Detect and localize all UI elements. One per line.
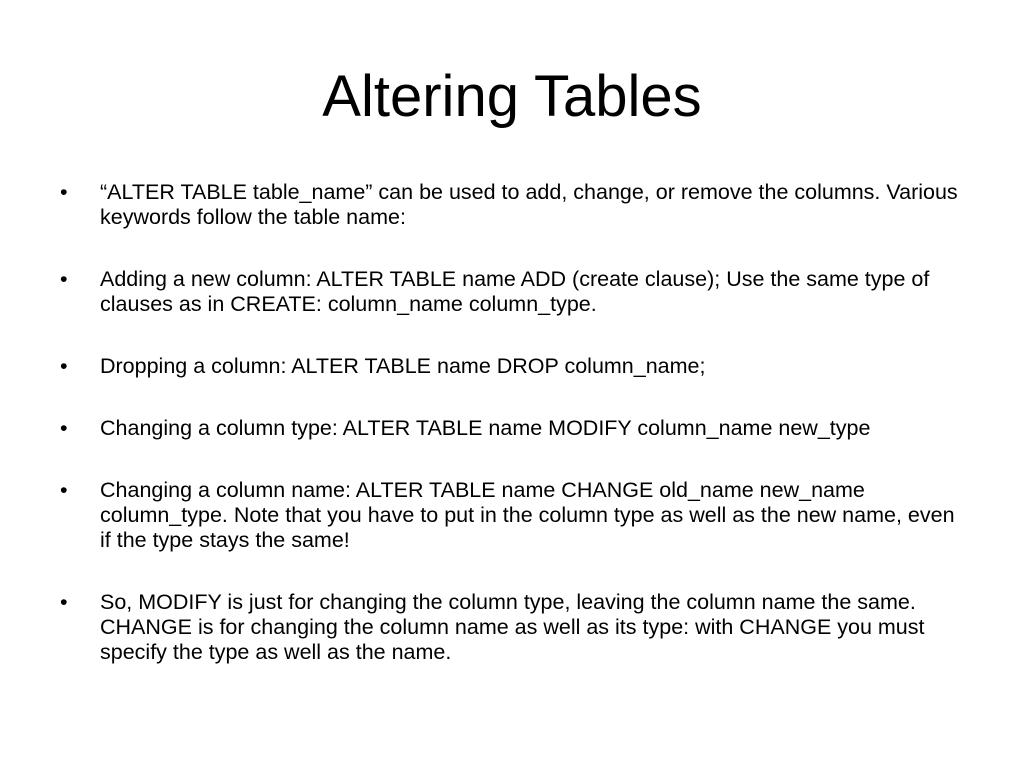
bullet-item bbox=[60, 416, 960, 441]
bullet-item bbox=[60, 478, 960, 553]
bullet-list bbox=[60, 180, 960, 665]
bullet-icon: • bbox=[60, 354, 68, 378]
bullet-item bbox=[60, 267, 960, 317]
bullet-icon: • bbox=[60, 267, 68, 291]
slide-title: Altering Tables bbox=[322, 64, 702, 129]
bullet-text: “ALTER TABLE table_name” can be used to add, change, or remove the columns. Various keywords follow the table name: bbox=[100, 180, 958, 229]
bullet-text: Adding a new column: ALTER TABLE name ADD (create clause); Use the same type of clauses as in CREATE: column_name column_type. bbox=[100, 267, 930, 316]
bullet-item bbox=[60, 354, 960, 379]
bullet-item bbox=[60, 590, 960, 665]
bullet-icon: • bbox=[60, 416, 68, 440]
bullet-text: Changing a column type: ALTER TABLE name MODIFY column_name new_type bbox=[100, 416, 871, 440]
bullet-text: So, MODIFY is just for changing the column type, leaving the column name the same. CHANGE is for changing the column name as well as its type: with CHANGE you must specify the type as well as the name. bbox=[100, 590, 925, 664]
bullet-icon: • bbox=[60, 590, 68, 614]
bullet-text: Dropping a column: ALTER TABLE name DROP column_name; bbox=[100, 354, 706, 378]
bullet-icon: • bbox=[60, 180, 68, 204]
bullet-text: Changing a column name: ALTER TABLE name CHANGE old_name new_name column_type. Note that you have to put in the column type as well as the new name, even if the type stays the same! bbox=[100, 478, 955, 552]
bullet-icon: • bbox=[60, 478, 68, 502]
bullet-item bbox=[60, 180, 960, 230]
